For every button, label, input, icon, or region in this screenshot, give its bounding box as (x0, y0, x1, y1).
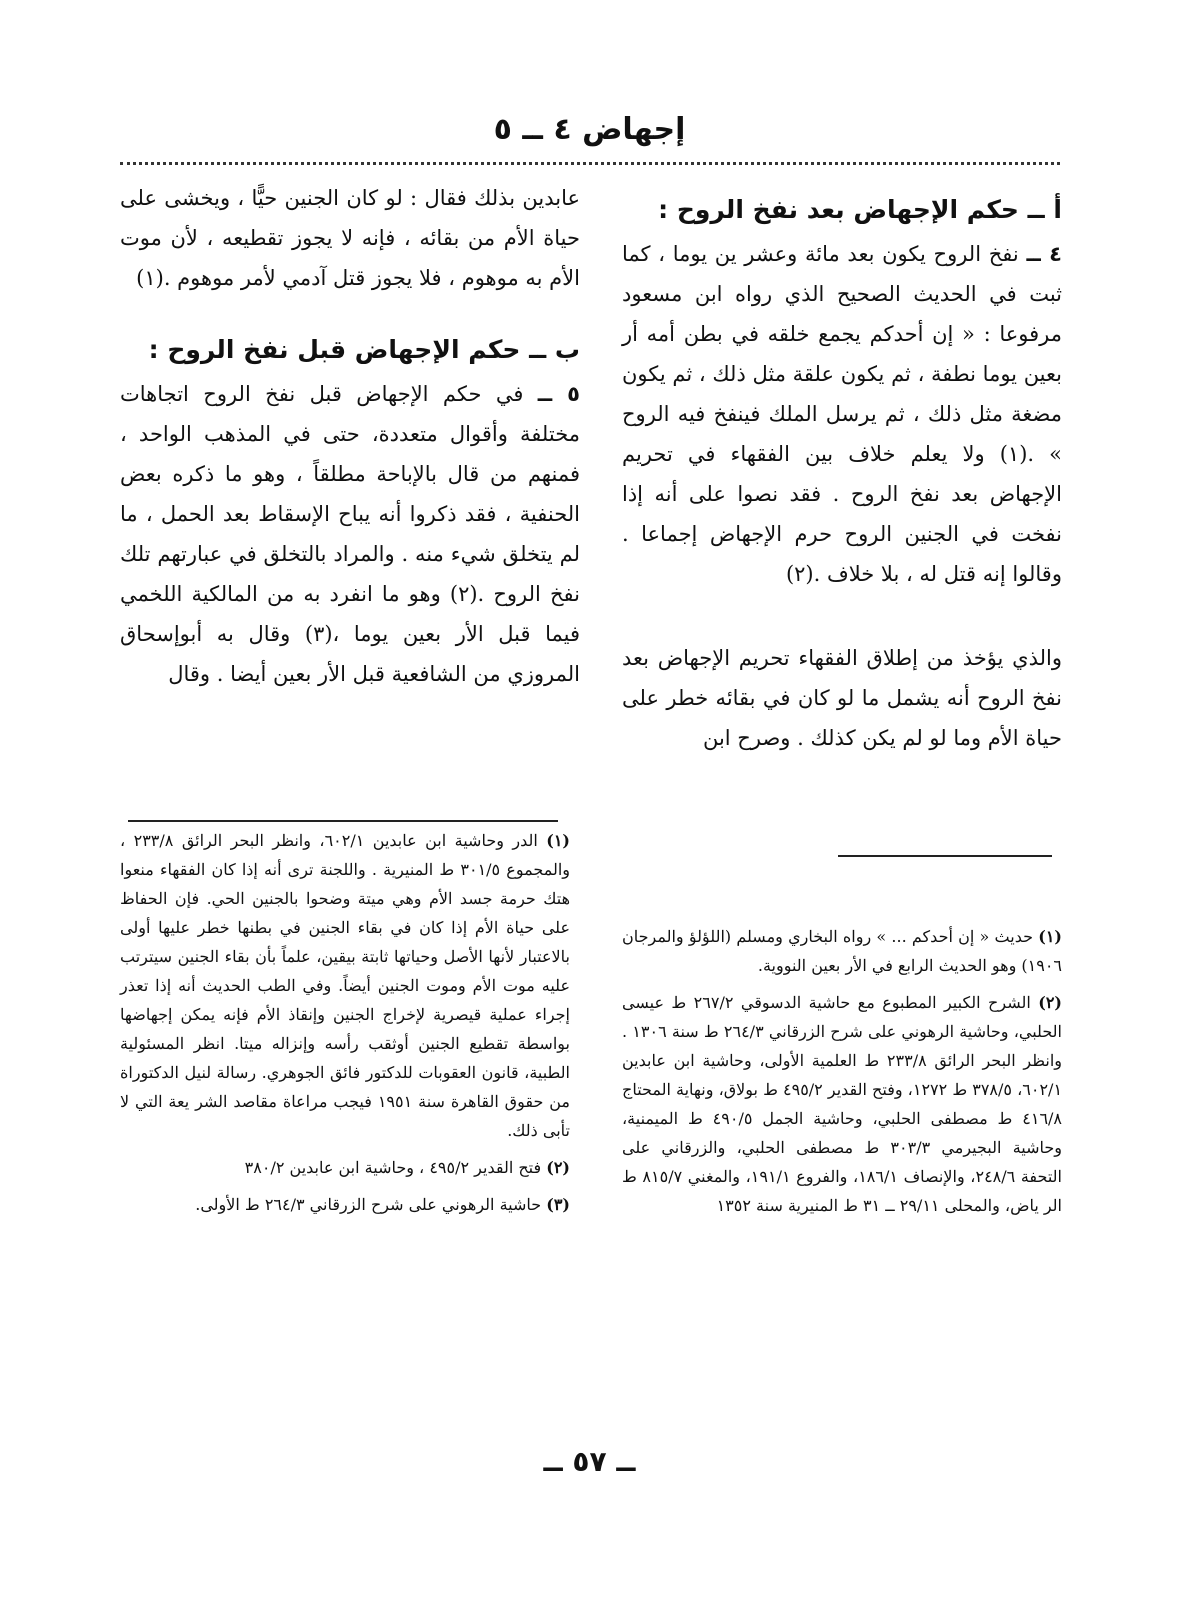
paragraph-number: ٥ ــ (537, 382, 580, 406)
paragraph-number: ٤ ــ (1026, 242, 1062, 266)
paragraph-4 (622, 234, 1062, 594)
footnote-text: فتح القدير ٤٩٥/٢ ، وحاشية ابن عابدين ٣٨٠/٢ (244, 1158, 542, 1177)
footnote (120, 1153, 570, 1182)
paragraph-text: نفخ الروح يكون بعد مائة وعشر ين يوما ، كما ثبت في الحديث الصحيح الذي رواه ابن مسعود مرفوعا : « إن أحدكم يجمع خلقه في بطن أمه أر بعين يوما نطفة ، ثم يكون علقة مثل ذلك ، ثم يكون مضغة مثل ذلك ، ثم يرسل الملك فينفخ فيه الروح » .(١) ولا يعلم خلاف بين الفقهاء في تحريم الإجهاض بعد نفخ الروح . فقد نصوا على أنه إذا نفخت في الجنين الروح حرم الإجهاض إجماعا . وقالوا إنه قتل له ، بلا خلاف .(٢) (622, 242, 1062, 586)
paragraph-text: في حكم الإجهاض قبل نفخ الروح اتجاهات مختلفة وأقوال متعددة، حتى في المذهب الواحد ، فمنهم من قال بالإباحة مطلقاً ، وهو ما ذكره بعض الحنفية ، فقد ذكروا أنه يباح الإسقاط بعد الحمل ، ما لم يتخلق شيء منه . والمراد بالتخلق في عبارتهم تلك نفخ الروح .(٢) وهو ما انفرد به من المالكية اللخمي فيما قبل الأر بعين يوما ،(٣) وقال به أبوإسحاق المروزي من الشافعية قبل الأر بعين أيضا . وقال (120, 382, 580, 686)
footnotes-left (120, 826, 570, 1227)
footnote-number: (٢) (546, 1158, 570, 1177)
footnote-number: (١) (1038, 927, 1062, 946)
footnotes-right (622, 922, 1062, 1228)
footnote-text: الدر وحاشية ابن عابدين ٦٠٢/١، وانظر البحر الرائق ٢٣٣/٨ ، والمجموع ٣٠١/٥ ط المنيرية . واللجنة ترى أنه إذا كان الفقهاء منعوا هتك حرمة جسد الأم وهي ميتة وضحوا بالجنين الحي. فإن الحفاظ على حياة الأم إذا كان في بقاء الجنين في بطنها خطر عليها أولى بالاعتبار لأنها الأصل وحياتها ثابتة بيقين، علماً بأن بقاء الجنين سيترتب عليه موت الأم وموت الجنين أيضاً. وفي الطب الحديث أنه إذا تعذر إجراء عملية قيصرية لإخراج الجنين وإنقاذ الأم فإنه يمكن إجهاضها بواسطة تقطيع الجنين أوثقب رأسه وإنزاله ميتا. انظر المسئولية الطبية، قانون العقوبات للدكتور فائق الجوهري. رسالة لنيل الدكتوراة من حقوق القاهرة سنة ١٩٥١ فيجب مراعاة مقاصد الشر يعة التي لا تأبى ذلك. (120, 831, 570, 1140)
paragraph-continued: والذي يؤخذ من إطلاق الفقهاء تحريم الإجهاض بعد نفخ الروح أنه يشمل ما لو كان في بقائه خطر على حياة الأم وما لو لم يكن كذلك . وصرح ابن (622, 646, 1062, 750)
footnote (120, 1190, 570, 1219)
left-column (120, 178, 580, 694)
page-number: ــ ٥٧ ــ (543, 1445, 636, 1478)
right-column (622, 190, 1062, 758)
footnote-text: الشرح الكبير المطبوع مع حاشية الدسوقي ٢٦٧/٢ ط عيسى الحلبي، وحاشية الرهوني على شرح الزرقاني ٢٦٤/٣ ط سنة ١٣٠٦ . وانظر البحر الرائق ٢٣٣/٨ ط العلمية الأولى، وحاشية ابن عابدين ٦٠٢/١، ٣٧٨/٥ ط ١٢٧٢، وفتح القدير ٤٩٥/٢ ط بولاق، ونهاية المحتاج ٤١٦/٨ ط مصطفى الحلبي، وحاشية الجمل ٤٩٠/٥ ط الميمنية، وحاشية البجيرمي ٣٠٣/٣ ط مصطفى الحلبي، والزرقاني على التحفة ٢٤٨/٦، والإنصاف ١٨٦/١، والفروع ١٩١/١، والمغني ٨١٥/٧ ط الر ياض، والمحلى ٢٩/١١ ــ ٣١ ط المنيرية سنة ١٣٥٢ (622, 993, 1063, 1215)
footnote-divider-left (128, 820, 558, 822)
footnote-text: حديث « إن أحدكم ... » رواه البخاري ومسلم (اللؤلؤ والمرجان ١٩٠٦) وهو الحديث الرابع في الأر بعين النووية. (622, 927, 1062, 975)
paragraph-top: عابدين بذلك فقال : لو كان الجنين حيًّا ، ويخشى على حياة الأم من بقائه ، فإنه لا يجوز تقطيعه ، لأن موت الأم به موهوم ، فلا يجوز قتل آدمي لأمر موهوم .(١) (120, 186, 580, 290)
footnote (622, 988, 1062, 1220)
section-heading-a: أ ــ حكم الإجهاض بعد نفخ الروح : (658, 195, 1062, 224)
paragraph-5 (120, 374, 580, 694)
header-divider (120, 162, 1060, 165)
footnote-divider-right (838, 855, 1052, 857)
footnote (120, 826, 570, 1145)
footnote (622, 922, 1062, 980)
section-heading-b: ب ــ حكم الإجهاض قبل نفخ الروح : (148, 335, 580, 364)
footnote-number: (١) (546, 831, 570, 850)
footnote-number: (٣) (546, 1195, 570, 1214)
page-header-title: إجهاض ٤ ــ ٥ (493, 112, 686, 147)
footnote-text: حاشية الرهوني على شرح الزرقاني ٢٦٤/٣ ط الأولى. (195, 1195, 542, 1214)
footnote-number: (٢) (1038, 993, 1062, 1012)
